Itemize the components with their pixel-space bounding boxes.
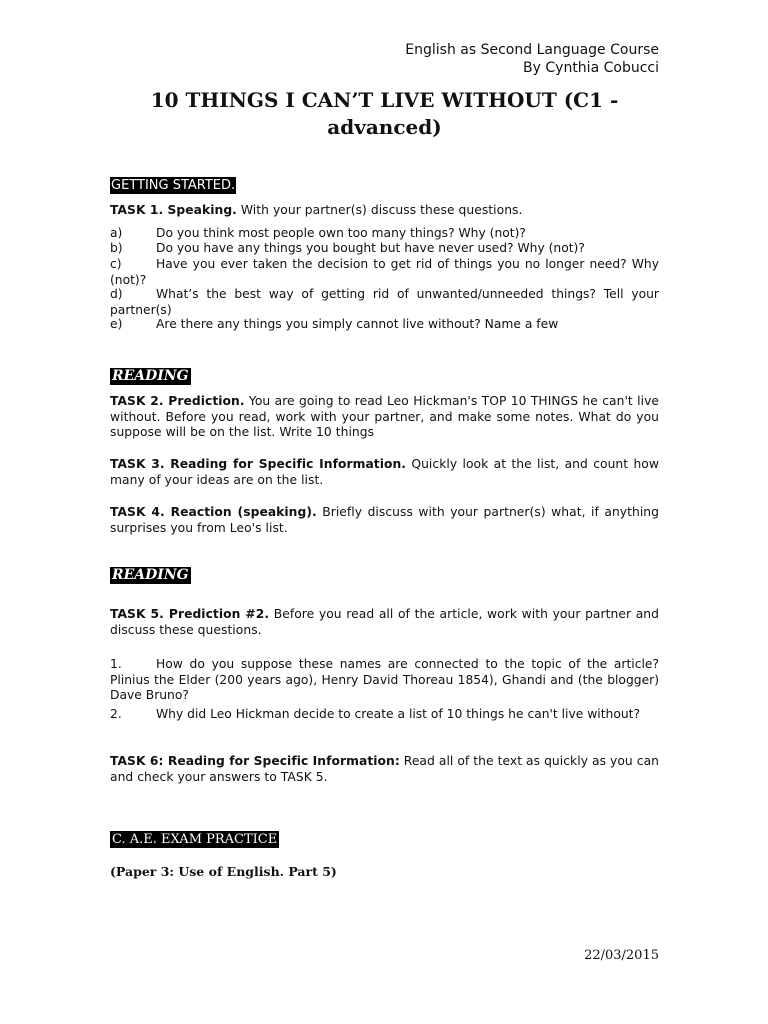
- list-text: Do you think most people own too many things? Why (not)?: [156, 226, 526, 240]
- task4-lead: TASK 4. Reaction (speaking).: [110, 505, 317, 519]
- cae-exam-heading: C. A.E. EXAM PRACTICE: [112, 832, 278, 847]
- list-item: [110, 657, 659, 704]
- list-marker: b): [110, 241, 123, 255]
- list-text: How do you suppose these names are connected to the topic of the article? Plinius the Elder (200 years ago), Henry David Thoreau 1854), Ghandi and (the blogger) Dave Bruno?: [110, 657, 659, 702]
- task3-lead: TASK 3. Reading for Specific Information.: [110, 457, 407, 471]
- reading-heading-1: READING: [112, 368, 189, 384]
- list-item: [110, 226, 659, 242]
- task3-text: Quickly look at the list, and count how many of your ideas are on the list.: [110, 457, 659, 487]
- list-text: What’s the best way of getting rid of unwanted/unneeded things? Tell your partner(s): [110, 287, 659, 317]
- list-marker: 2.: [110, 707, 122, 721]
- list-text: Are there any things you simply cannot live without? Name a few: [156, 317, 559, 331]
- course-name: English as Second Language Course: [405, 42, 659, 58]
- reading-heading-2: READING: [112, 567, 189, 583]
- document-date: 22/03/2015: [584, 948, 659, 963]
- getting-started-heading: GETTING STARTED.: [111, 178, 236, 193]
- list-text: Why did Leo Hickman decide to create a list of 10 things he can't live without?: [156, 707, 640, 721]
- task1-lead: TASK 1. Speaking.: [110, 203, 237, 217]
- title-line-2: advanced): [327, 115, 442, 139]
- author-name: By Cynthia Cobucci: [523, 60, 659, 76]
- list-item: [110, 317, 659, 333]
- list-item: [110, 707, 659, 723]
- task1-paragraph: [110, 203, 659, 219]
- task2-text: You are going to read Leo Hickman's TOP 10 THINGS he can't live without. Before you read, work with your partner, and make some notes. What do you suppose will be on the list. Write 10 things: [110, 394, 660, 439]
- list-marker: a): [110, 226, 123, 240]
- list-marker: d): [110, 287, 123, 301]
- list-text: Do you have any things you bought but have never used? Why (not)?: [156, 241, 585, 255]
- task5-text: Before you read all of the article, work with your partner and discuss these questions.: [110, 607, 659, 637]
- task5-paragraph: [110, 607, 659, 638]
- task2-paragraph: [110, 394, 659, 441]
- list-marker: c): [110, 257, 122, 271]
- task4-text: Briefly discuss with your partner(s) what, if anything surprises you from Leo's list.: [110, 505, 659, 535]
- document-page: [110, 0, 659, 1024]
- task6-text: Read all of the text as quickly as you can and check your answers to TASK 5.: [110, 754, 659, 784]
- list-text: Have you ever taken the decision to get rid of things you no longer need? Why (not)?: [110, 257, 659, 287]
- page-title: [110, 87, 659, 141]
- list-item: [110, 287, 659, 318]
- task1-text: With your partner(s) discuss these questions.: [236, 203, 523, 217]
- list-marker: 1.: [110, 657, 122, 671]
- title-line-1: 10 THINGS I CAN’T LIVE WITHOUT (C1 -: [150, 88, 619, 112]
- task4-paragraph: [110, 505, 659, 536]
- task6-lead: TASK 6: Reading for Specific Information:: [110, 754, 400, 768]
- list-marker: e): [110, 317, 123, 331]
- task3-paragraph: [110, 457, 659, 488]
- task2-lead: TASK 2. Prediction.: [110, 394, 245, 408]
- paper-note: (Paper 3: Use of English. Part 5): [110, 864, 337, 879]
- task6-paragraph: [110, 754, 659, 785]
- list-item: [110, 241, 659, 257]
- task5-lead: TASK 5. Prediction #2.: [110, 607, 270, 621]
- list-item: [110, 257, 659, 288]
